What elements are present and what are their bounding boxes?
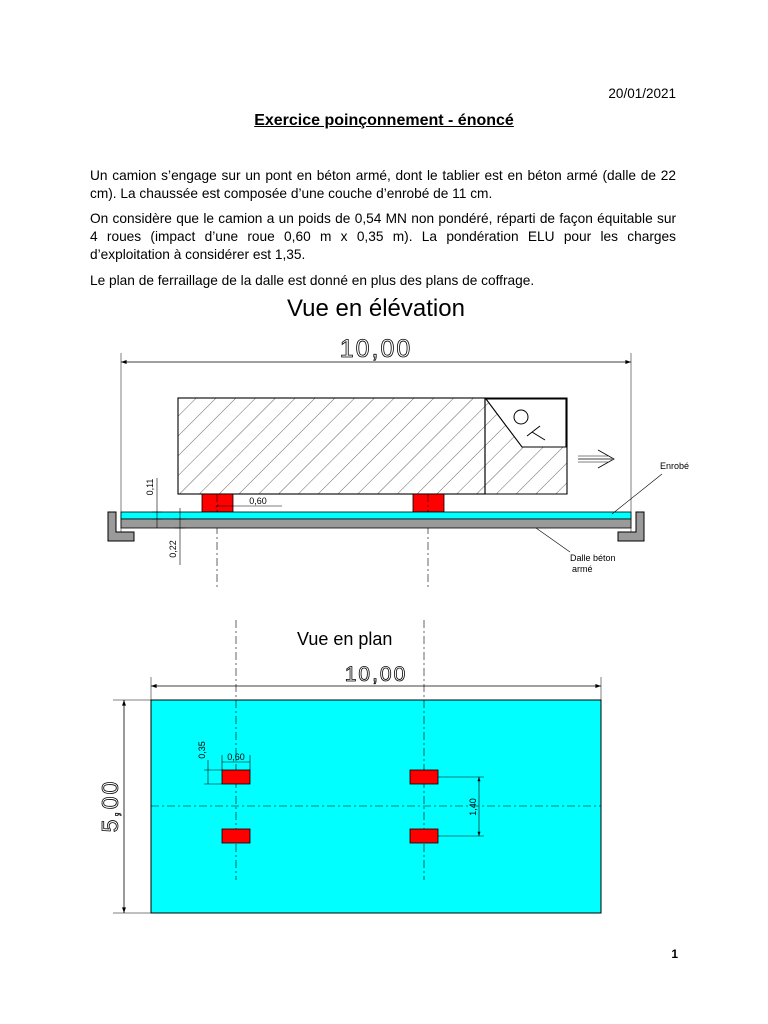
plan-width-label: 5,00 <box>97 779 123 833</box>
plan-wheel-rear-top <box>222 770 250 784</box>
dalle-callout <box>536 528 616 574</box>
driver-head-icon <box>514 410 528 424</box>
plan-wheel-length-label: 0,60 <box>227 752 245 762</box>
elevation-wheel-front <box>413 494 444 512</box>
paragraph-truck-bridge: Un camion s’engage sur un pont en béton armé, dont le tablier est en béton armé (dalle de 22 cm). La chaussée est composée d’une couche d’enrobé de 11 cm. <box>90 168 676 201</box>
truck-cab <box>485 398 567 494</box>
plan-wheel-spacing-label: 1,40 <box>468 798 478 816</box>
plan-width-dimension <box>97 700 151 913</box>
document-date: 20/01/2021 <box>608 86 676 101</box>
concrete-slab <box>121 519 631 528</box>
elevation-wheel-rear <box>202 494 233 512</box>
plan-wheel-rear-bottom <box>222 829 250 843</box>
elevation-wheel-length-label: 0,60 <box>249 496 267 506</box>
slab-thickness-label: 0,22 <box>168 540 178 558</box>
plan-length-dimension <box>151 663 601 700</box>
elevation-span-label: 10,00 <box>339 335 413 363</box>
truck-body <box>178 398 485 494</box>
plan-wheel-width-label: 0,35 <box>197 741 207 759</box>
plan-wheel-front-bottom <box>410 829 438 843</box>
paragraph-truck-load: On considère que le camion a un poids de 0,54 MN non pondéré, réparti de façon équitable sur 4 roues (impact d’une roue 0,60 m x 0,35 m). La pondération ELU pour les charges d’exploitation à considérer est 1,35. <box>90 211 676 262</box>
paragraph-reinforcement-plan: Le plan de ferraillage de la dalle est donné en plus des plans de coffrage. <box>90 273 535 288</box>
dalle-label-line2: armé <box>572 564 593 574</box>
plan-title: Vue en plan <box>297 629 393 649</box>
asphalt-layer <box>121 512 631 519</box>
slab-plan <box>151 700 601 913</box>
page-number: 1 <box>671 947 678 961</box>
enrobe-label: Enrobé <box>660 461 690 471</box>
direction-arrow-icon <box>578 450 614 468</box>
document-title: Exercice poinçonnement - énoncé <box>254 112 514 129</box>
enrobe-callout <box>612 461 689 514</box>
plan-length-label: 10,00 <box>344 663 408 686</box>
dalle-label-line1: Dalle béton <box>570 553 616 563</box>
layer-thickness-label: 0,11 <box>145 478 155 496</box>
plan-view <box>97 620 601 913</box>
plan-wheel-front-top <box>410 770 438 784</box>
elevation-view <box>108 295 689 590</box>
elevation-title: Vue en élévation <box>287 295 465 322</box>
